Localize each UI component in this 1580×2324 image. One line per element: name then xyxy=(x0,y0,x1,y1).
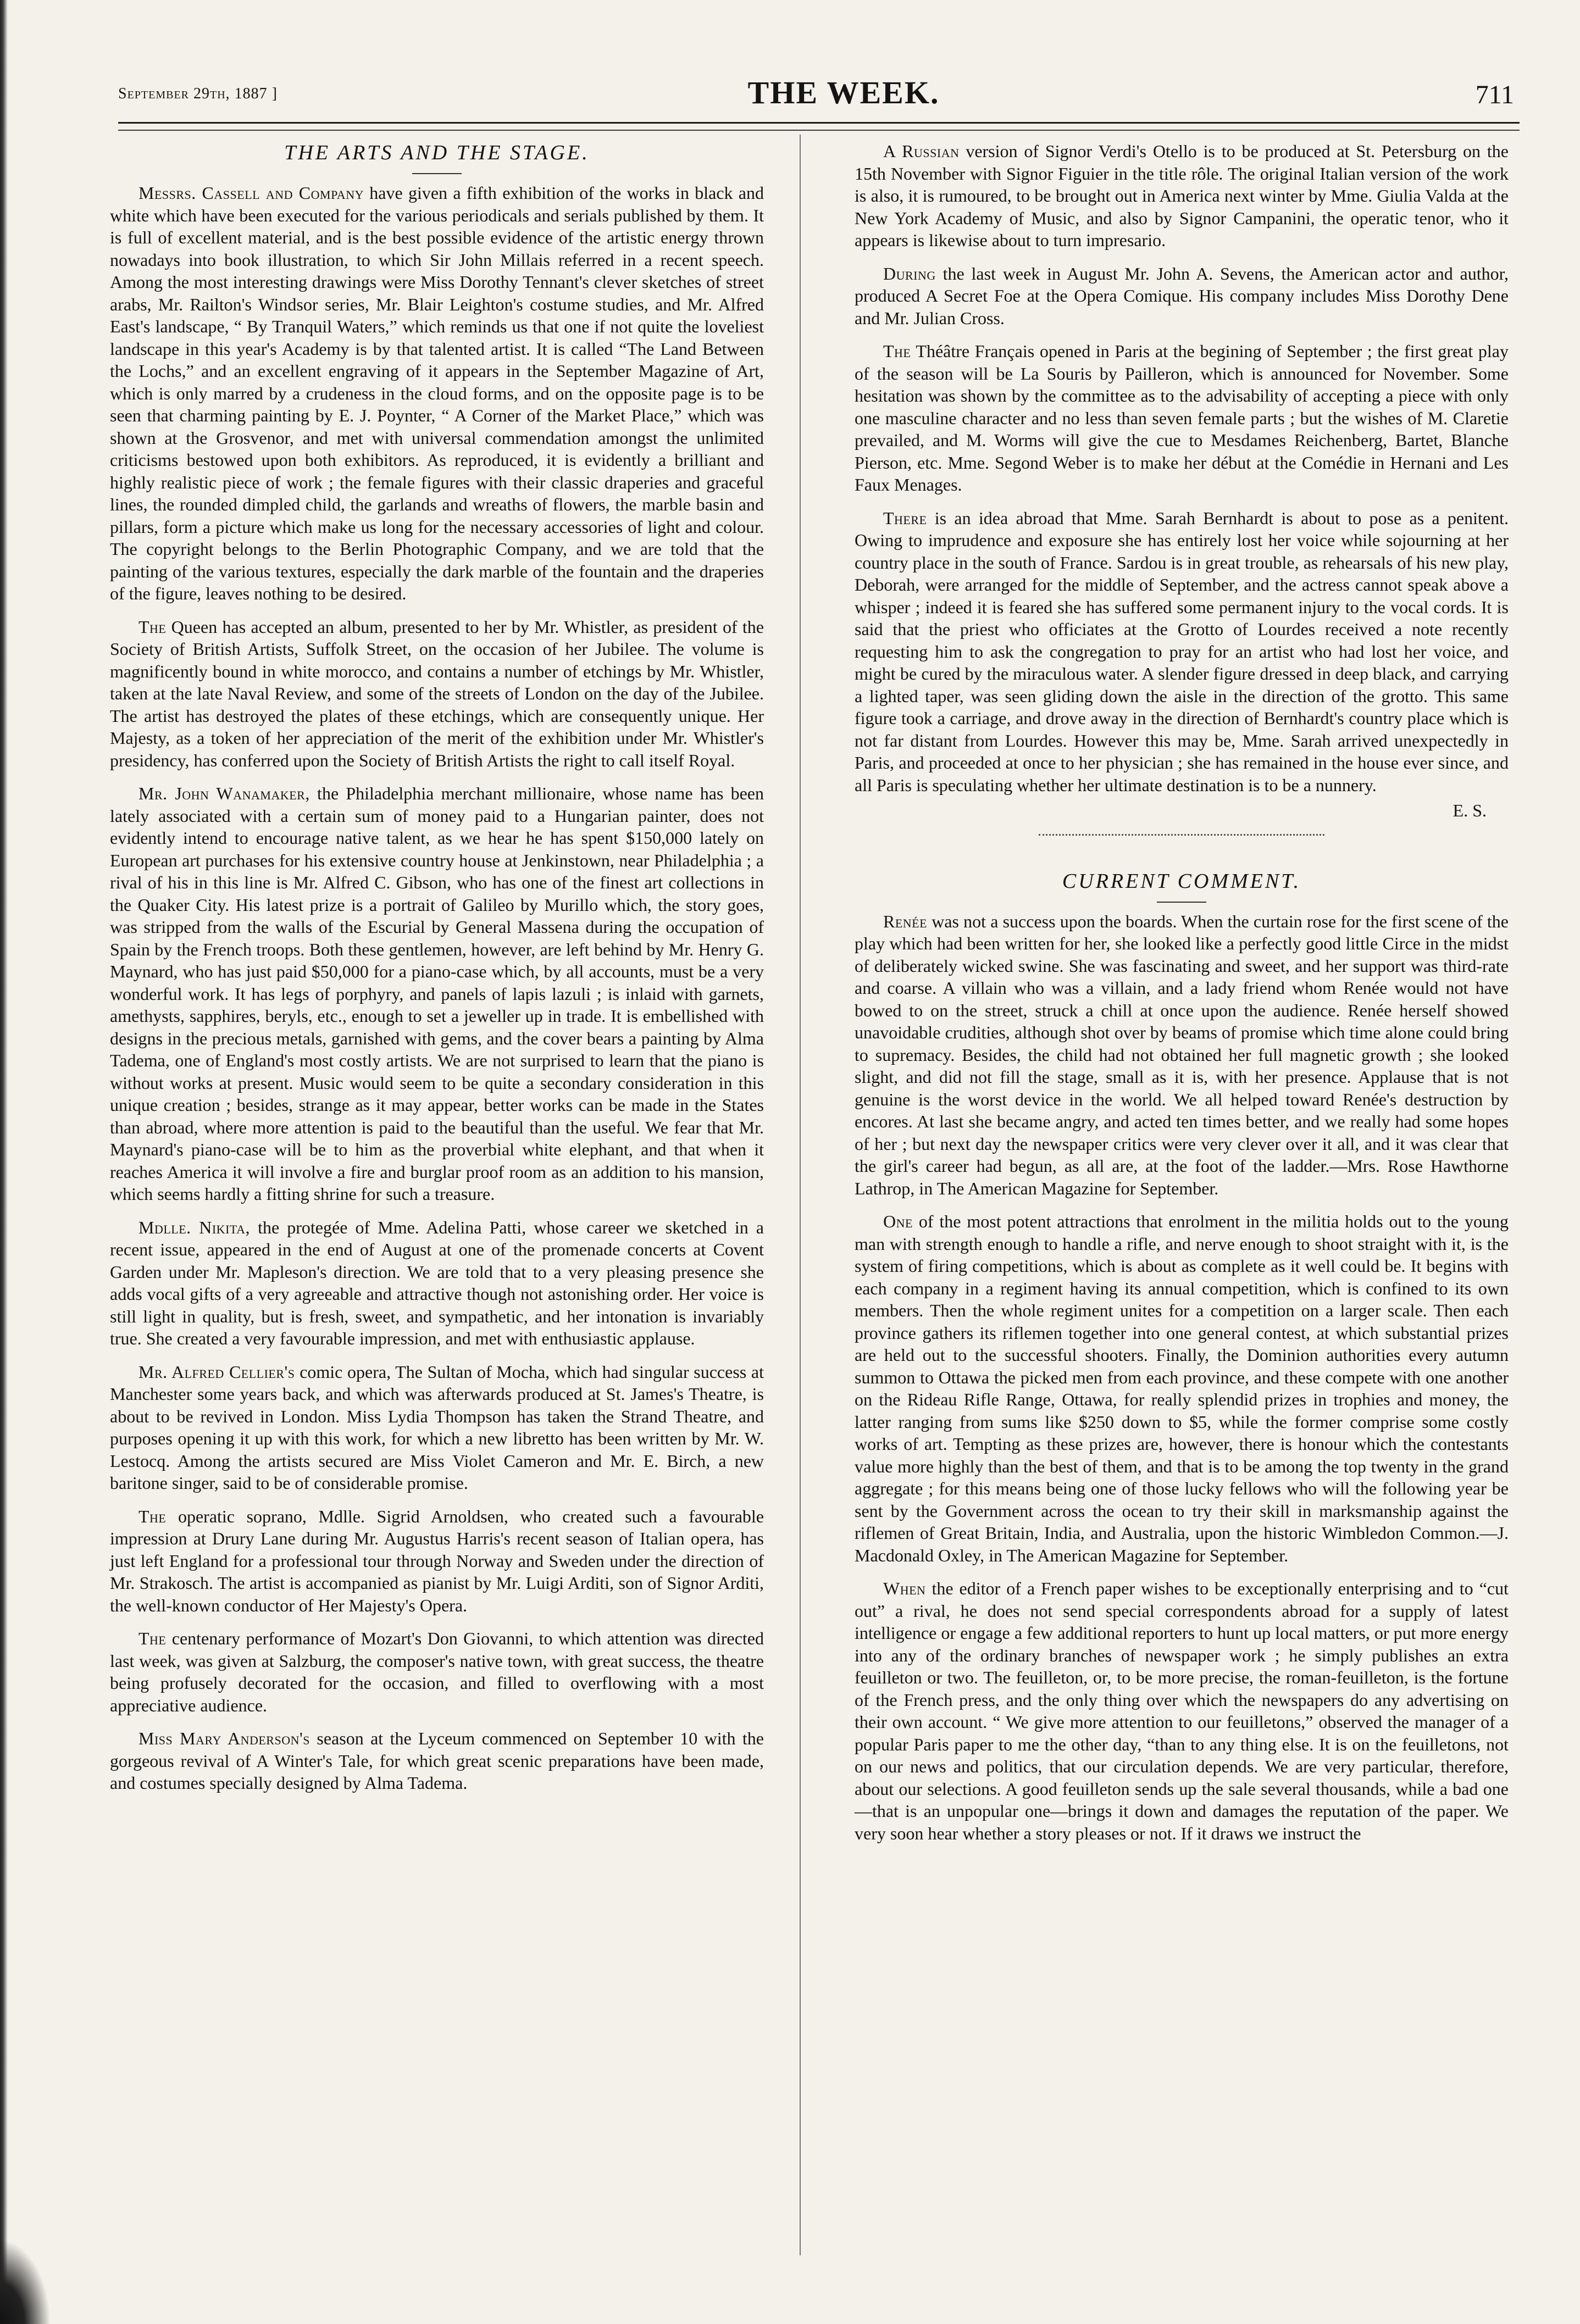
author-signature: E. S. xyxy=(1453,800,1487,820)
paragraph-text: comic opera, The Sultan of Mocha, which had singular success at Manchester some years back, and which was afterwards produced at St. James's Theatre, is about to be revived in London. Miss Lydia Thompson has taken the Strand Theatre, and purposes opening it up with this work, for which a new libretto has been written by Mr. W. Lestocq. Among the artists secured are Miss Violet Cameron and Mr. E. Birch, a new baritone singer, said to be of considerable promise. xyxy=(110,1361,764,1493)
paragraph-text: centenary performance of Mozart's Don Giovanni, to which attention was directed last week, was given at Salzburg, the composer's native town, with great success, the theatre being profusely decorated for the occasion, and filled to overflowing with a most appreciative audience. xyxy=(110,1628,764,1715)
paragraph-lead: Mr. John Wanamaker, xyxy=(138,783,310,803)
publication-title: THE WEEK. xyxy=(747,75,940,110)
article-paragraph xyxy=(855,1577,1509,1844)
page-number: 711 xyxy=(1475,80,1514,109)
article-paragraph xyxy=(855,140,1509,252)
binding-shadow xyxy=(0,0,8,2324)
masthead-rule xyxy=(118,122,1520,124)
article-paragraph xyxy=(855,507,1509,797)
article-paragraph xyxy=(855,910,1509,1200)
paragraph-text: have given a fifth exhibition of the works in black and white which have been executed for the various periodicals and serials published by them. It is full of excellent material, and is the best possible evidence of the artistic energy thrown nowadays into book illustration, to which Sir John Millais referred in a recent speech. Among the most interesting drawings were Miss Dorothy Tennant's clever sketches of street arabs, Mr. Railton's Windsor series, Mr. Blair Leighton's costume studies, and Mr. Alfred East's landscape, “ By Tranquil Waters,” which reminds us that one if not quite the loveliest landscape in this year's Academy is by that talented artist. It is called “The Land Between the Lochs,” and an excellent engraving of it appears in the September Magazine of Art, which is only marred by a crudeness in the cloud forms, and on the opposite page is to be seen that charming painting by E. J. Poynter, “ A Corner of the Market Place,” which was shown at the Grosvenor, and met with universal commendation amongst the unlimited criticisms bestowed upon both exhibitors. As reproduced, it is evidently a brilliant and highly realistic piece of work ; the female figures with their classic draperies and graceful lines, the rounded dimpled child, the garlands and wreaths of flowers, the marble basin and pillars, form a picture which make us long for the necessary accessories of light and colour. The copyright belongs to the Berlin Photographic Company, and we are told that the painting of the various textures, especially the dark marble of the fountain and the draperies of the figure, leaves nothing to be desired. xyxy=(110,183,764,603)
paragraph-text: the protegée of Mme. Adelina Patti, whose career we sketched in a recent issue, appeared in the end of August at one of the promenade concerts at Covent Garden under Mr. Mapleson's direction. We are told that to a very pleasing presence she adds vocal gifts of a very agreeable and attractive though not astonishing order. Her voice is still light in quality, but is fresh, sweet, and sympathetic, and her intonation is invariably true. She created a very favourable impression, and met with enthusiastic applause. xyxy=(110,1217,764,1348)
paragraph-lead: When xyxy=(883,1578,926,1598)
paragraph-lead: A Russian xyxy=(883,141,960,161)
section-rule xyxy=(412,173,462,174)
article-paragraph xyxy=(855,263,1509,330)
paragraph-text: operatic soprano, Mdlle. Sigrid Arnoldsen, who created such a favourable impression at Drury Lane during Mr. Augustus Harris's recent season of Italian opera, has just left England for a professional tour through Norway and Sweden under the direction of Mr. Strakosch. The artist is accompanied as pianist by Mr. Luigi Arditi, son of Signor Arditi, the well-known conductor of Her Majesty's Opera. xyxy=(110,1506,764,1615)
masthead-rule-thin xyxy=(118,130,1520,131)
section-rule xyxy=(1157,902,1206,903)
paragraph-lead: Miss Mary Anderson's xyxy=(138,1728,310,1748)
article-paragraph xyxy=(110,1727,764,1794)
paragraph-lead: The xyxy=(138,616,167,637)
paragraph-text: version of Signor Verdi's Otello is to be produced at St. Petersburg on the 15th November with Signor Figuier in the title rôle. The original Italian version of the work is also, it is rumoured, to be brought out in America next winter by Mme. Giulia Valda at the New York Academy of Music, and also by Signor Campanini, the operatic tenor, who it appears is likewise about to turn impresario. xyxy=(855,141,1509,250)
paragraph-text: is an idea abroad that Mme. Sarah Bernhardt is about to pose as a penitent. Owing to imprudence and exposure she has entirely lost her voice while sojourning at her country place in the south of France. Sardou is in great trouble, as rehearsals of his new play, Deborah, were arranged for the middle of September, and the actress cannot speak above a whisper ; indeed it is feared she has suffered some permanent injury to the vocal cords. It is said that the priest who officiates at the Grotto of Lourdes received a note recently requesting him to ask the congregation to pray for an artist who had lost her voice, and might be cured by the miraculous water. A slender figure dressed in deep black, and carrying a lighted taper, was seen gliding down the aisle in the direction of the grotto. This same figure took a carriage, and drove away in the direction of Bernhardt's country place which is not far distant from Lourdes. However this may be, Mme. Sarah arrived unexpectedly in Paris, and proceeded at once to her physician ; she has remained in the house ever since, and all Paris is speculating whether her ultimate destination is to be a nunnery. xyxy=(855,508,1509,795)
left-column xyxy=(110,140,764,1805)
paragraph-text: the last week in August Mr. John A. Sevens, the American actor and author, produced A Secret Foe at the Opera Comique. His company includes Miss Dorothy Dene and Mr. Julian Cross. xyxy=(855,263,1509,328)
article-paragraph xyxy=(110,782,764,1205)
column-divider xyxy=(800,135,801,2255)
paragraph-lead: Renée xyxy=(883,911,928,931)
paragraph-lead: The xyxy=(138,1506,167,1526)
paragraph-lead: The xyxy=(883,341,911,361)
article-paragraph xyxy=(855,340,1509,496)
paragraph-text: the Philadelphia merchant millionaire, whose name has been lately associated with a certain sum of money paid to a Hungarian painter, does not evidently intend to encourage native talent, as we hear he has spent $150,000 lately on European art purchases for his extensive country house at Jenkinstown, near Philadelphia ; a rival of his in this line is Mr. Alfred C. Gibson, who has one of the finest art collections in the Quaker City. His latest prize is a portrait of Galileo by Murillo which, the story goes, was stripped from the walls of the Escurial by General Massena during the occupation of Spain by the French troops. Both these gentlemen, however, are left behind by Mr. Henry G. Maynard, who has just paid $50,000 for a piano-case which, by all accounts, must be a very wonderful work. It has legs of porphyry, and panels of lapis lazuli ; is inlaid with garnets, amethysts, sapphires, beryls, etc., enough to set a jeweller up in trade. It is embellished with designs in the precious metals, garnished with gems, and the cover bears a painting by Alma Tadema, one of England's most costly artists. We are not surprised to learn that the piano is without works at present. Music would seem to be quite a secondary consideration in this unique creation ; besides, strange as it may appear, better works can be made in the States than abroad, where more attention is paid to the beautiful than the useful. We fear that Mr. Maynard's piano-case will be to him as the proverbial white elephant, and that when it reaches America it will involve a fire and burglar proof room as an addition to his mansion, which seems hardly a fitting shrine for such a treasure. xyxy=(110,783,764,1204)
masthead xyxy=(118,74,1514,124)
paragraph-text: Queen has accepted an album, presented to her by Mr. Whistler, as president of the Society of British Artists, Suffolk Street, on the occasion of her Jubilee. The volume is magnificently bound in white morocco, and contains a number of etchings by Mr. Whistler, taken at the late Naval Review, and some of the streets of London on the day of the Jubilee. The artist has destroyed the plates of these etchings, which are consequently unique. Her Majesty, as a token of her appreciation of the merit of the exhibition under Mr. Whistler's presidency, has conferred upon the Society of British Artists the right to call itself Royal. xyxy=(110,616,764,770)
right-column xyxy=(855,140,1509,1855)
issue-date: September 29th, 1887 ] xyxy=(118,85,278,102)
paragraph-lead: There xyxy=(883,508,927,528)
article-paragraph xyxy=(110,1216,764,1350)
article-paragraph xyxy=(110,1505,764,1617)
paragraph-lead: Mdlle. Nikita, xyxy=(138,1217,250,1237)
paragraph-text: the editor of a French paper wishes to be exceptionally enterprising and to “cut out” a rival, he does not send special correspondents abroad for a supply of latest intelligence or engage a few additional reporters to hunt up local matters, or put more energy into any of the ordinary branches of newspaper work ; he simply publishes an extra feuilleton or two. The feuilleton, or, to be more precise, the roman-feuilleton, is the fortune of the French press, and the only thing over which the newspapers do any advertising on their own account. “ We give more attention to our feuilletons,” observed the manager of a popular Paris paper to me the other day, “than to any thing else. It is on the feuilletons, not on our news and politics, that our circulation depends. We are very particular, therefore, about our selections. A good feuilleton sends up the sale several thousands, while a bad one—that is an unpopular one—brings it down and damages the reputation of the paper. We very soon hear whether a story pleases or not. If it draws we instruct the xyxy=(855,1578,1509,1843)
paragraph-text: season at the Lyceum commenced on September 10 with the gorgeous revival of A Winter's Tale, for which great scenic preparations have been made, and costumes specially designed by Alma Tadema. xyxy=(110,1728,764,1793)
article-paragraph xyxy=(110,1627,764,1716)
section-title-current-comment: CURRENT COMMENT. xyxy=(1062,869,1301,893)
section-title-arts: THE ARTS AND THE STAGE. xyxy=(284,141,590,164)
paragraph-text: of the most potent attractions that enrolment in the militia holds out to the young man with strength enough to handle a rifle, and nerve enough to shoot straight with it, is the system of firing competitions, which is about as complete as it well could be. It begins with each company in a regiment having its annual competition, which is confined to its own members. Then the whole regiment unites for a competition on a larger scale. Then each province gathers its riflemen together into one general contest, at which substantial prizes are held out to the successful shooters. Finally, the Dominion authorities every autumn summon to Ottawa the picked men from each province, and these compete with one another on the Rideau Rifle Range, Ottawa, for really splendid prizes in trophies and money, the latter ranging from sums like $250 down to $5, while the former comprise some costly works of art. Tempting as these prizes are, however, there is honour which the contestants value more highly than the best of them, and that is to be among the top twenty in the grand aggregate ; for this means being one of those lucky fellows who will the following year be sent by the Government across the ocean to try their skill in marksmanship against the riflemen of Great Britain, India, and Australia, upon the historic Wimbledon Common.—J. Macdonald Oxley, in The American Magazine for September. xyxy=(855,1211,1509,1565)
paragraph-lead: Messrs. Cassell and Company xyxy=(138,183,364,203)
paragraph-lead: The xyxy=(138,1628,167,1648)
article-paragraph xyxy=(110,616,764,772)
article-paragraph xyxy=(855,1210,1509,1566)
dotted-separator xyxy=(1039,834,1324,836)
paragraph-text: was not a success upon the boards. When the curtain rose for the first scene of the play which had been written for her, she looked like a perfectly good little Circe in the midst of deliberately wicked swine. She was fascinating and sweet, and her support was third-rate and coarse. A villain who was a villain, and a lady friend whom Renée would not have bowed to on the street, struck a chill at once upon the audience. Renée herself showed unavoidable crudities, although shot over by beams of promise which time alone could bring to supremacy. Besides, the child had not obtained her full magnetic growth ; she looked slight, and did not fill the stage, small as it is, with her presence. Applause that is not genuine is the worst device in the world. We all helped toward Renée's destruction by encores. At last she became angry, and acted ten times better, and we really had some hopes of her ; but next day the newspaper critics were very clever over it all, and it was clear that the girl's career had begun, as all are, at the foot of the ladder.—Mrs. Rose Hawthorne Lathrop, in The American Magazine for September. xyxy=(855,911,1509,1198)
paragraph-lead: One xyxy=(883,1211,913,1231)
paragraph-text: Théâtre Français opened in Paris at the begining of September ; the first great play of the season will be La Souris by Pailleron, which is announced for November. Some hesitation was shown by the committee as to the advisability of accepting a piece with only one masculine character and no less than seven female parts ; but the wishes of M. Claretie prevailed, and M. Worms will give the cue to Mesdames Reichenberg, Bartet, Blanche Pierson, etc. Mme. Segond Weber is to make her début at the Comédie in Hernani and Les Faux Menages. xyxy=(855,341,1509,494)
paragraph-lead: During xyxy=(883,263,936,283)
binding-blot xyxy=(0,2242,49,2324)
paragraph-lead: Mr. Alfred Cellier's xyxy=(138,1361,295,1382)
article-paragraph xyxy=(110,182,764,605)
article-paragraph xyxy=(110,1361,764,1494)
